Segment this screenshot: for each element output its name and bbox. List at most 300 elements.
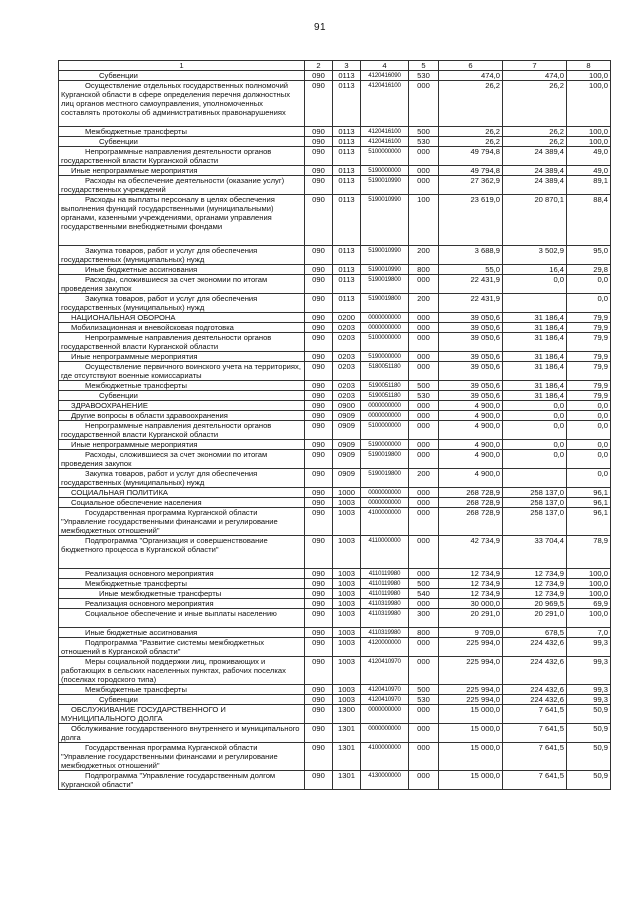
table-row [59,166,611,176]
table-row [59,536,611,569]
table-row [59,705,611,724]
section-code-cell: 0909 [333,411,361,421]
percent-cell: 100,0 [567,589,611,599]
expense-name-cell: Расходы на выплаты персоналу в целях обеспечения выполнения функций государственными (муниципальными) органами, казенными учреждениями, органами управления государственными внебюджетными фондами [59,195,305,246]
expense-name-cell: Межбюджетные трансферты [59,685,305,695]
percent-cell: 100,0 [567,137,611,147]
expense-type-cell: 000 [409,362,439,381]
target-article-cell: 5190019800 [361,275,409,294]
actual-amount-cell: 0,0 [503,440,567,450]
table-row [59,333,611,352]
target-article-cell: 0000000000 [361,724,409,743]
plan-amount-cell: 39 050,6 [439,352,503,362]
plan-amount-cell: 39 050,6 [439,362,503,381]
target-article-cell: 0000000000 [361,323,409,333]
table-row [59,127,611,137]
percent-cell: 0,0 [567,275,611,294]
expense-type-cell: 000 [409,705,439,724]
expense-type-cell: 100 [409,195,439,246]
section-code-cell: 1003 [333,569,361,579]
expense-type-cell: 000 [409,657,439,685]
expense-name-cell: Меры социальной поддержки лиц, проживающих и работающих в сельских населенных пунктах, рабочих поселках (поселках городского типа) [59,657,305,685]
expense-type-cell: 500 [409,127,439,137]
column-header: 8 [567,61,611,71]
section-code-cell: 0203 [333,391,361,401]
ministry-code-cell: 090 [305,381,333,391]
percent-cell: 79,9 [567,391,611,401]
section-code-cell: 1003 [333,695,361,705]
expense-name-cell: Межбюджетные трансферты [59,579,305,589]
actual-amount-cell: 224 432,6 [503,685,567,695]
target-article-cell: 4120416090 [361,71,409,81]
expense-type-cell: 800 [409,265,439,275]
actual-amount-cell: 26,2 [503,81,567,127]
section-code-cell: 0113 [333,195,361,246]
expense-name-cell: Межбюджетные трансферты [59,127,305,137]
actual-amount-cell: 7 641,5 [503,743,567,771]
target-article-cell: 4120410970 [361,657,409,685]
expense-name-cell: Осуществление отдельных государственных полномочий Курганской области в сфере определения перечня должностных лиц органов местного самоуправления, уполномоченных составлять протоколы об административных правонарушениях [59,81,305,127]
expense-type-cell: 000 [409,638,439,657]
expense-name-cell: Иные бюджетные ассигнования [59,265,305,275]
plan-amount-cell: 9 709,0 [439,628,503,638]
table-row [59,137,611,147]
plan-amount-cell: 42 734,9 [439,536,503,569]
expense-type-cell: 500 [409,579,439,589]
target-article-cell: 0000000000 [361,313,409,323]
header-row [59,61,611,71]
expense-name-cell: Расходы на обеспечение деятельности (оказание услуг) государственных учреждений [59,176,305,195]
target-article-cell: 4100000000 [361,743,409,771]
ministry-code-cell: 090 [305,313,333,323]
expense-name-cell: Иные непрограммные мероприятия [59,166,305,176]
expense-type-cell: 000 [409,599,439,609]
plan-amount-cell: 474,0 [439,71,503,81]
percent-cell: 96,1 [567,498,611,508]
section-code-cell: 0909 [333,450,361,469]
expense-type-cell: 500 [409,685,439,695]
section-code-cell: 0203 [333,362,361,381]
table-row [59,313,611,323]
percent-cell: 89,1 [567,176,611,195]
expense-name-cell: Мобилизационная и вневойсковая подготовка [59,323,305,333]
ministry-code-cell: 090 [305,195,333,246]
actual-amount-cell: 24 389,4 [503,176,567,195]
target-article-cell: 5190010990 [361,176,409,195]
section-code-cell: 1003 [333,589,361,599]
target-article-cell: 0000000000 [361,401,409,411]
expense-name-cell: Иные бюджетные ассигнования [59,628,305,638]
percent-cell: 69,9 [567,599,611,609]
column-header: 5 [409,61,439,71]
table-row [59,246,611,265]
expense-name-cell: Субвенции [59,391,305,401]
section-code-cell: 0203 [333,323,361,333]
table-row [59,638,611,657]
expense-name-cell: Социальное обеспечение и иные выплаты населению [59,609,305,628]
plan-amount-cell: 23 619,0 [439,195,503,246]
plan-amount-cell: 22 431,9 [439,275,503,294]
actual-amount-cell: 26,2 [503,137,567,147]
actual-amount-cell: 7 641,5 [503,771,567,790]
expense-name-cell: СОЦИАЛЬНАЯ ПОЛИТИКА [59,488,305,498]
expense-name-cell: Государственная программа Курганской области "Управление государственными финансами и регулирование межбюджетных отношений" [59,508,305,536]
plan-amount-cell: 225 994,0 [439,685,503,695]
ministry-code-cell: 090 [305,589,333,599]
expense-name-cell: Непрограммные направления деятельности органов государственной власти Курганской области [59,421,305,440]
table-row [59,657,611,685]
ministry-code-cell: 090 [305,695,333,705]
target-article-cell: 4120416100 [361,137,409,147]
section-code-cell: 0113 [333,176,361,195]
page-number: 91 [313,22,327,33]
expense-name-cell: Расходы, сложившиеся за счет экономии по итогам проведения закупок [59,275,305,294]
expense-name-cell: Субвенции [59,71,305,81]
ministry-code-cell: 090 [305,705,333,724]
actual-amount-cell: 20 291,0 [503,609,567,628]
percent-cell: 96,1 [567,488,611,498]
table-row [59,695,611,705]
expense-name-cell: Подпрограмма "Управление государственным долгом Курганской области" [59,771,305,790]
target-article-cell: 0000000000 [361,411,409,421]
target-article-cell: 0000000000 [361,488,409,498]
percent-cell: 96,1 [567,508,611,536]
percent-cell: 79,9 [567,362,611,381]
section-code-cell: 0113 [333,127,361,137]
expense-type-cell: 000 [409,323,439,333]
actual-amount-cell: 474,0 [503,71,567,81]
section-code-cell: 0113 [333,71,361,81]
expense-name-cell: ЗДРАВООХРАНЕНИЕ [59,401,305,411]
plan-amount-cell: 4 900,0 [439,450,503,469]
expense-type-cell: 500 [409,381,439,391]
expense-type-cell: 000 [409,536,439,569]
target-article-cell: 5190051180 [361,381,409,391]
target-article-cell: 4110119980 [361,589,409,599]
ministry-code-cell: 090 [305,508,333,536]
expense-name-cell: Другие вопросы в области здравоохранения [59,411,305,421]
expense-type-cell: 200 [409,246,439,265]
expense-type-cell: 000 [409,313,439,323]
table-row [59,81,611,127]
table-row [59,569,611,579]
section-code-cell: 0113 [333,166,361,176]
expense-type-cell: 000 [409,333,439,352]
ministry-code-cell: 090 [305,127,333,137]
actual-amount-cell: 24 389,4 [503,147,567,166]
actual-amount-cell: 33 704,4 [503,536,567,569]
table-row [59,579,611,589]
actual-amount-cell: 0,0 [503,450,567,469]
percent-cell: 0,0 [567,294,611,313]
table-row [59,609,611,628]
section-code-cell: 1003 [333,657,361,685]
actual-amount-cell: 224 432,6 [503,695,567,705]
column-header: 3 [333,61,361,71]
ministry-code-cell: 090 [305,352,333,362]
expense-name-cell: Иные межбюджетные трансферты [59,589,305,599]
expense-name-cell: Государственная программа Курганской области "Управление государственными финансами и регулирование межбюджетных отношений" [59,743,305,771]
expense-name-cell: Субвенции [59,695,305,705]
percent-cell: 7,0 [567,628,611,638]
percent-cell: 0,0 [567,440,611,450]
table-row [59,265,611,275]
expense-type-cell: 000 [409,352,439,362]
expense-name-cell: НАЦИОНАЛЬНАЯ ОБОРОНА [59,313,305,323]
ministry-code-cell: 090 [305,469,333,488]
plan-amount-cell: 15 000,0 [439,705,503,724]
actual-amount-cell: 0,0 [503,275,567,294]
ministry-code-cell: 090 [305,609,333,628]
plan-amount-cell: 55,0 [439,265,503,275]
target-article-cell: 4110319980 [361,609,409,628]
actual-amount-cell: 20 870,1 [503,195,567,246]
plan-amount-cell: 22 431,9 [439,294,503,313]
actual-amount-cell: 31 186,4 [503,391,567,401]
percent-cell: 0,0 [567,450,611,469]
target-article-cell: 5190000000 [361,440,409,450]
target-article-cell: 4120410970 [361,695,409,705]
table-row [59,508,611,536]
table-row [59,421,611,440]
actual-amount-cell: 7 641,5 [503,705,567,724]
expense-type-cell: 000 [409,771,439,790]
expense-type-cell: 200 [409,294,439,313]
expense-type-cell: 000 [409,176,439,195]
actual-amount-cell: 12 734,9 [503,569,567,579]
plan-amount-cell: 12 734,9 [439,579,503,589]
table-row [59,352,611,362]
column-header: 2 [305,61,333,71]
section-code-cell: 0113 [333,265,361,275]
section-code-cell: 1301 [333,771,361,790]
table-row [59,275,611,294]
percent-cell: 79,9 [567,381,611,391]
table-row [59,391,611,401]
percent-cell: 50,9 [567,705,611,724]
percent-cell: 79,9 [567,352,611,362]
expense-name-cell: Иные непрограммные мероприятия [59,352,305,362]
actual-amount-cell: 258 137,0 [503,488,567,498]
expense-type-cell: 000 [409,488,439,498]
percent-cell: 79,9 [567,333,611,352]
ministry-code-cell: 090 [305,638,333,657]
target-article-cell: 0000000000 [361,705,409,724]
column-header: 4 [361,61,409,71]
target-article-cell: 5100000000 [361,333,409,352]
actual-amount-cell [503,469,567,488]
table-row [59,381,611,391]
target-article-cell: 5190000000 [361,352,409,362]
percent-cell: 99,3 [567,685,611,695]
ministry-code-cell: 090 [305,569,333,579]
plan-amount-cell: 26,2 [439,137,503,147]
actual-amount-cell: 20 969,5 [503,599,567,609]
percent-cell: 0,0 [567,411,611,421]
section-code-cell: 0203 [333,381,361,391]
section-code-cell: 1301 [333,743,361,771]
expense-name-cell: Закупка товаров, работ и услуг для обеспечения государственных (муниципальных) нужд [59,294,305,313]
table-row [59,411,611,421]
percent-cell: 95,0 [567,246,611,265]
target-article-cell: 5190010990 [361,195,409,246]
percent-cell: 100,0 [567,609,611,628]
plan-amount-cell: 12 734,9 [439,569,503,579]
expense-type-cell: 000 [409,743,439,771]
table-row [59,147,611,166]
section-code-cell: 1003 [333,536,361,569]
section-code-cell: 1003 [333,508,361,536]
section-code-cell: 0909 [333,440,361,450]
section-code-cell: 0909 [333,421,361,440]
expense-type-cell: 000 [409,724,439,743]
section-code-cell: 0900 [333,401,361,411]
section-code-cell: 1003 [333,628,361,638]
column-header: 7 [503,61,567,71]
target-article-cell: 0000000000 [361,498,409,508]
plan-amount-cell: 15 000,0 [439,724,503,743]
expense-type-cell: 540 [409,589,439,599]
plan-amount-cell: 49 794,8 [439,166,503,176]
target-article-cell: 4120416100 [361,81,409,127]
section-code-cell: 1003 [333,579,361,589]
percent-cell: 100,0 [567,127,611,137]
table-row [59,323,611,333]
target-article-cell: 4100000000 [361,508,409,536]
ministry-code-cell: 090 [305,488,333,498]
percent-cell: 29,8 [567,265,611,275]
plan-amount-cell: 39 050,6 [439,323,503,333]
table-row [59,498,611,508]
actual-amount-cell: 26,2 [503,127,567,137]
expense-type-cell: 000 [409,421,439,440]
expense-name-cell: Расходы, сложившиеся за счет экономии по итогам проведения закупок [59,450,305,469]
target-article-cell: 5190010990 [361,265,409,275]
target-article-cell: 4110119980 [361,579,409,589]
section-code-cell: 0203 [333,352,361,362]
table-row [59,401,611,411]
plan-amount-cell: 20 291,0 [439,609,503,628]
expense-type-cell: 000 [409,401,439,411]
section-code-cell: 1301 [333,724,361,743]
ministry-code-cell: 090 [305,599,333,609]
table-row [59,450,611,469]
ministry-code-cell: 090 [305,294,333,313]
target-article-cell: 5190019800 [361,450,409,469]
ministry-code-cell: 090 [305,771,333,790]
section-code-cell: 0909 [333,469,361,488]
expense-name-cell: Закупка товаров, работ и услуг для обеспечения государственных (муниципальных) нужд [59,246,305,265]
percent-cell: 100,0 [567,81,611,127]
expense-type-cell: 000 [409,450,439,469]
section-code-cell: 1000 [333,488,361,498]
plan-amount-cell: 3 688,9 [439,246,503,265]
plan-amount-cell: 15 000,0 [439,743,503,771]
expense-name-cell: Подпрограмма "Организация и совершенствование бюджетного процесса в Курганской области" [59,536,305,569]
actual-amount-cell: 24 389,4 [503,166,567,176]
expense-name-cell: Непрограммные направления деятельности органов государственной власти Курганской области [59,333,305,352]
column-header: 6 [439,61,503,71]
expense-name-cell: Субвенции [59,137,305,147]
table-row [59,488,611,498]
target-article-cell: 4120000000 [361,638,409,657]
expense-type-cell: 000 [409,508,439,536]
ministry-code-cell: 090 [305,166,333,176]
plan-amount-cell: 26,2 [439,127,503,137]
actual-amount-cell: 0,0 [503,411,567,421]
section-code-cell: 1003 [333,599,361,609]
expense-type-cell: 530 [409,391,439,401]
percent-cell: 49,0 [567,147,611,166]
table-row [59,589,611,599]
percent-cell: 88,4 [567,195,611,246]
ministry-code-cell: 090 [305,536,333,569]
table-row [59,362,611,381]
table-row [59,294,611,313]
ministry-code-cell: 090 [305,440,333,450]
section-code-cell: 0113 [333,275,361,294]
ministry-code-cell: 090 [305,401,333,411]
expense-name-cell: Подпрограмма "Развитие системы межбюджетных отношений в Курганской области" [59,638,305,657]
plan-amount-cell: 15 000,0 [439,771,503,790]
plan-amount-cell: 12 734,9 [439,589,503,599]
percent-cell: 100,0 [567,71,611,81]
section-code-cell: 0200 [333,313,361,323]
ministry-code-cell: 090 [305,137,333,147]
expense-type-cell: 530 [409,695,439,705]
actual-amount-cell: 7 641,5 [503,724,567,743]
expense-type-cell: 000 [409,166,439,176]
ministry-code-cell: 090 [305,450,333,469]
target-article-cell: 4110319980 [361,628,409,638]
ministry-code-cell: 090 [305,498,333,508]
percent-cell: 50,9 [567,743,611,771]
ministry-code-cell: 090 [305,71,333,81]
actual-amount-cell: 224 432,6 [503,657,567,685]
table-row [59,195,611,246]
target-article-cell: 5180051180 [361,362,409,381]
actual-amount-cell: 678,5 [503,628,567,638]
plan-amount-cell: 39 050,6 [439,381,503,391]
table-row [59,71,611,81]
target-article-cell: 5190051180 [361,391,409,401]
expense-name-cell: Иные непрограммные мероприятия [59,440,305,450]
target-article-cell: 4110319980 [361,599,409,609]
expense-type-cell: 300 [409,609,439,628]
ministry-code-cell: 090 [305,743,333,771]
percent-cell: 50,9 [567,724,611,743]
plan-amount-cell: 225 994,0 [439,657,503,685]
table-row [59,724,611,743]
section-code-cell: 1003 [333,685,361,695]
percent-cell: 0,0 [567,401,611,411]
section-code-cell: 1003 [333,498,361,508]
percent-cell: 0,0 [567,469,611,488]
expense-type-cell: 000 [409,569,439,579]
plan-amount-cell: 27 362,9 [439,176,503,195]
section-code-cell: 1003 [333,638,361,657]
actual-amount-cell: 31 186,4 [503,313,567,323]
plan-amount-cell: 225 994,0 [439,638,503,657]
table-row [59,469,611,488]
section-code-cell: 0113 [333,137,361,147]
expense-type-cell: 000 [409,147,439,166]
plan-amount-cell: 49 794,8 [439,147,503,166]
expense-type-cell: 000 [409,81,439,127]
ministry-code-cell: 090 [305,421,333,440]
actual-amount-cell: 31 186,4 [503,362,567,381]
percent-cell: 99,3 [567,657,611,685]
